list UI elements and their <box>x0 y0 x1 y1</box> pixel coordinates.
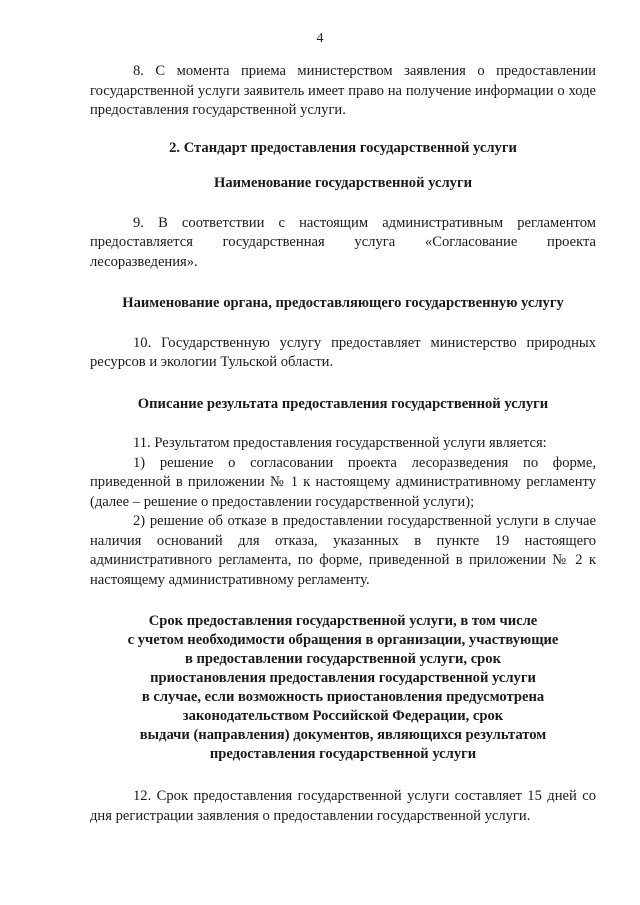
heading-service-term-line: приостановления предоставления государственной услуги <box>150 670 536 686</box>
heading-service-term-line: законодательством Российской Федерации, срок <box>182 708 504 724</box>
heading-service-term-line: Срок предоставления государственной услуги, в том числе <box>148 613 538 629</box>
paragraph-item-11-intro: 11. Результатом предоставления государственной услуги является: <box>133 435 547 451</box>
heading-service-name: Наименование государственной услуги <box>214 175 472 191</box>
paragraph-item-8: 8. С момента приема министерством заявления о предоставлении государственной услуги заявитель имеет право на получение информации о ходе предоставления государственной услуги. <box>90 63 596 118</box>
paragraph-item-11-sub2: 2) решение об отказе в предоставлении государственной услуги в случае наличия оснований для отказа, указанных в пункте 19 настоящего административного регламента, по форме, приведенной в приложении № 2 к настоящему административному регламенту. <box>90 513 596 588</box>
heading-service-term-line: в случае, если возможность приостановления предусмотрена <box>141 689 545 705</box>
heading-result-description: Описание результата предоставления государственной услуги <box>137 395 549 412</box>
heading-service-term-line: в предоставлении государственной услуги, срок <box>184 651 501 667</box>
heading-providing-organ: Наименование органа, предоставляющего государственную услугу <box>122 295 564 311</box>
heading-service-term-line: с учетом необходимости обращения в организации, участвующие <box>127 632 559 648</box>
paragraph-item-11-sub1: 1) решение о согласовании проекта лесоразведения по форме, приведенной в приложении № 1 к настоящему административному регламенту (далее – решение о предоставлении государственной услуги); <box>90 454 596 510</box>
heading-service-term-line: предоставления государственной услуги <box>209 746 477 762</box>
paragraph-item-10: 10. Государственную услугу предоставляет министерство природных ресурсов и экологии Тульской области. <box>90 334 596 370</box>
heading-service-term-line: выдачи (направления) документов, являющихся результатом <box>139 727 547 743</box>
paragraph-item-12: 12. Срок предоставления государственной услуги составляет 15 дней со дня регистрации заявления о предоставлении государственной услуги. <box>90 788 596 824</box>
paragraph-item-9: 9. В соответствии с настоящим административным регламентом предоставляется государственная услуга «Согласование проекта лесоразведения». <box>90 214 596 270</box>
document-body <box>90 62 596 826</box>
heading-service-term <box>90 612 596 764</box>
page-number: 4 <box>316 31 324 46</box>
section-2-title: 2. Стандарт предоставления государственной услуги <box>169 139 517 156</box>
